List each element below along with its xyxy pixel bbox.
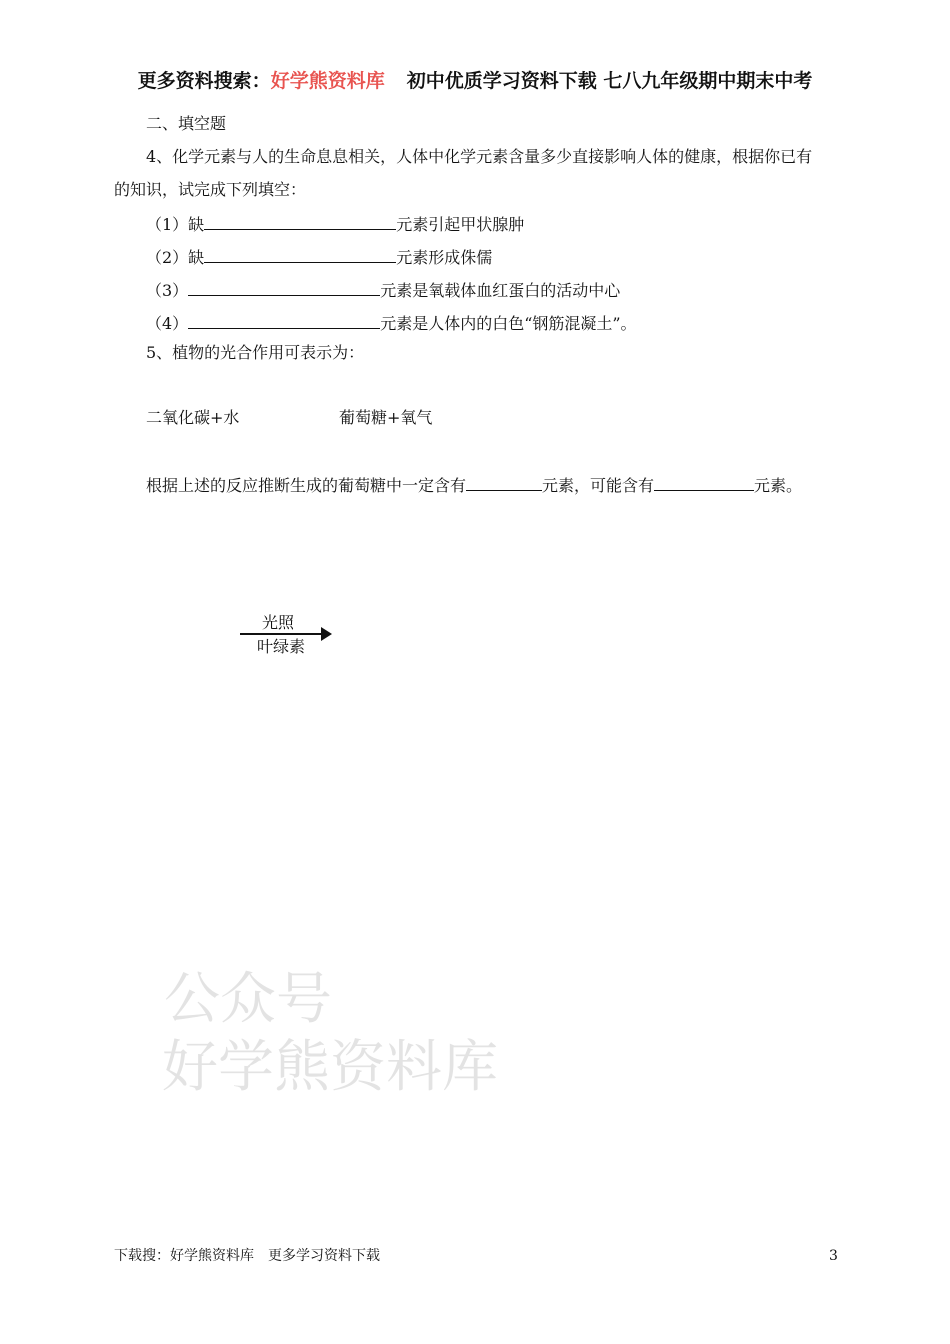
q5-question-part1: 根据上述的反应推断生成的葡萄糖中一定含有: [146, 476, 467, 495]
q5-blank-definite[interactable]: [466, 475, 542, 491]
q4-item-4: [146, 313, 637, 332]
q4-item-3: [146, 280, 620, 299]
q4-item-1-tail: 元素引起甲状腺肿: [396, 215, 525, 234]
q4-item-1: [146, 214, 524, 233]
q5-products: 葡萄糖+氧气: [339, 408, 433, 427]
q4-item-2-blank[interactable]: [204, 247, 396, 263]
q4-intro-line2: 的知识，试完成下列填空：: [114, 180, 307, 199]
q4-item-4-blank[interactable]: [188, 313, 380, 329]
q5-question: [146, 475, 802, 494]
footer-text: 下载搜：好学熊资料库 更多学习资料下载: [114, 1248, 380, 1264]
q4-item-1-blank[interactable]: [204, 214, 396, 230]
q4-item-4-tail: 元素是人体内的白色“钢筋混凝土”。: [380, 314, 637, 333]
q4-item-1-number: （1）缺: [146, 215, 205, 234]
q5-reactants: 二氧化碳+水: [146, 408, 240, 427]
q4-item-2-number: （2）缺: [146, 248, 205, 267]
watermark-line1: 公众号: [164, 967, 332, 1032]
q5-blank-possible[interactable]: [654, 475, 754, 491]
q5-question-part2: 元素，可能含有: [542, 476, 655, 495]
top-banner: [0, 72, 950, 91]
banner-suffix: 初中优质学习资料下载 七八九年级期中期末中考: [406, 70, 813, 92]
watermark-line2: 好学熊资料库: [162, 1035, 498, 1100]
q4-item-3-number: （3）: [146, 281, 189, 300]
q4-item-3-blank[interactable]: [188, 280, 380, 296]
q4-item-2: [146, 247, 492, 266]
q4-item-2-tail: 元素形成侏儒: [396, 248, 493, 267]
banner-prefix: 更多资料搜索：: [137, 70, 271, 92]
banner-brand: 好学熊资料库: [270, 70, 385, 92]
q5-question-part3: 元素。: [754, 476, 803, 495]
page-number: 3: [829, 1248, 838, 1264]
q4-intro-line1: 4、化学元素与人的生命息息相关，人体中化学元素含量多少直接影响人体的健康，根据你已有: [146, 147, 813, 166]
q4-item-3-tail: 元素是氧载体血红蛋白的活动中心: [380, 281, 621, 300]
reaction-arrow-line: [240, 633, 322, 635]
reaction-condition-top: 光照: [262, 613, 295, 632]
section-title: 二、填空题: [146, 114, 227, 133]
reaction-condition-bottom: 叶绿素: [257, 637, 306, 656]
q4-item-4-number: （4）: [146, 314, 189, 333]
q5-intro: 5、植物的光合作用可表示为：: [146, 343, 365, 362]
reaction-arrow-head-icon: [321, 627, 332, 641]
